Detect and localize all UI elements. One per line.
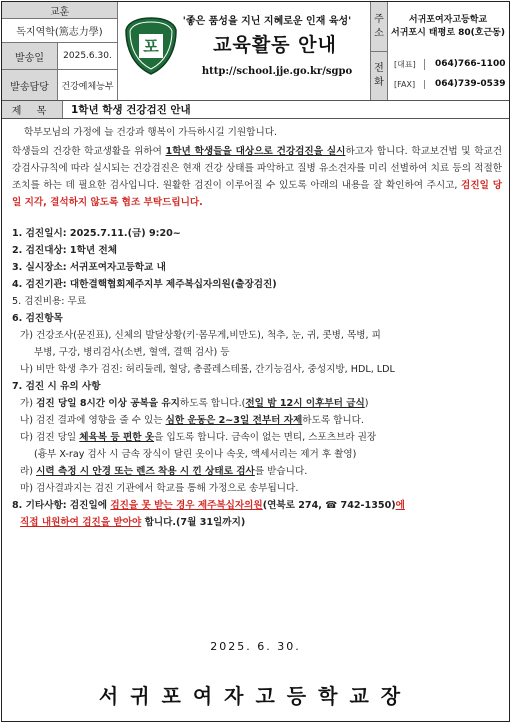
item-6-b: 나) 비만 학생 추가 검진: 허리둘레, 혈당, 총콜레스테롤, 간기능검사, 중성지방, HDL, LDL [20,364,395,375]
motto-label: 교훈 [2,2,118,19]
send-date-label: 발송일 [2,43,58,70]
subject-row [2,100,509,119]
item-2: 2. 검진대상: 1학년 전체 [12,245,117,256]
item-7-e: 마) 검사결과지는 검진 기관에서 학교를 통해 가정으로 송부됩니다. [20,483,299,494]
item-7-c-note: (흉부 X-ray 검사 시 금속 장식이 달린 옷이나 속옷, 액세서리는 제거 후 촬영) [34,449,357,460]
school-motto: '좋은 품성을 지닌 지혜로운 인재 육성' [182,16,352,27]
item-list [12,225,502,531]
issue-date: 2025. 6. 30. [210,640,301,653]
item-1: 1. 검진일시: 2025.7.11.(금) 9:20~ [12,228,181,239]
item-7-c: 다) 검진 당일 체육복 등 편한 옷을 입도록 합니다. 금속이 없는 면티, 스포츠브라 권장 [20,432,377,443]
send-date-value: 2025.6.30. [58,43,118,70]
fax-tag: [FAX] [388,80,425,89]
greeting: 학부모님의 가정에 늘 건강과 행복이 가득하시길 기원합니다. [24,127,278,138]
tel-number: 064)766-1100 [435,59,506,69]
item-6-a: 가) 건강조사(문진표), 신체의 발달상황(키·몸무게,비만도), 척추, 눈, 귀, 콧병, 목병, 피 [20,330,381,341]
tel-tag: [대표] [388,59,425,70]
phone-label: 전화 [370,52,388,100]
item-3: 3. 실시장소: 서귀포여자고등학교 내 [12,262,166,273]
notice-page [1,1,510,722]
address-label: 주소 [370,2,388,52]
item-5: 5. 검진비용: 무료 [12,296,87,307]
address-line-1: 서귀포여자고등학교 [408,15,488,25]
item-6: 6. 검진항목 [12,313,63,324]
header [2,2,509,100]
item-7: 7. 검진 시 유의 사항 [12,381,101,392]
svg-text:포: 포 [143,37,159,56]
notice-title: 교육활동 안내 [213,34,337,56]
item-8-cont: 직접 내원하여 검진을 받아야 합니다.(7월 31일까지) [20,517,246,528]
item-6-a-cont: 부병, 구강, 병리검사(소변, 혈액, 결핵 검사) 등 [34,347,230,358]
fax-number: 064)739-0539 [435,79,506,89]
item-7-d: 라) 시력 측정 시 안경 또는 렌즈 착용 시 낀 상태로 검사를 받습니다. [20,466,308,477]
subject-text: 1학년 학생 건강검진 안내 [71,104,191,116]
school-url-link[interactable]: http://school.jje.go.kr/sgpo [201,66,353,77]
intro-paragraph: 학생들의 건강한 학교생활을 위하여 1학년 학생들을 대상으로 건강검진을 실시하고자 합니다. 학교보건법 및 학교건강검사규칙에 따라 실시되는 건강검진은 현재 건강 상태를 파악하고 질병 유소견자를 미리 선별하여 치료 등의 적절한 조치를 하는 데 필요한 검사입니다. 원활한 검진이 이루어질 수 있도록 아래의 내용을 잘 확인하여 주시고, 검진일 당일 지각, 결석하지 않도록 협조 부탁드립니다. [12,146,503,208]
sender-label: 발송담당 [2,70,58,100]
motto-value: 독지역학(篤志力學) [2,19,118,43]
item-8: 8. 기타사항: 검진일에 검진을 못 받는 경우 제주복십자의원(연북로 274, ☎ 742-1350)에 [12,500,405,511]
item-4: 4. 검진기관: 대한결핵협회제주지부 제주복십자의원(출장검진) [12,279,277,290]
subject-label: 제 목 [2,101,63,118]
item-7-a: 가) 검진 당일 8시간 이상 공복을 유지하도록 합니다.(전일 밤 12시 이후부터 금식) [20,398,369,409]
address-block [388,4,508,50]
phone-block [388,54,508,98]
sender-value: 건강예체능부 [58,70,118,100]
address-line-2: 서귀포시 태평로 80(호근동) [391,28,505,38]
school-name-signature: 서귀포여자고등학교장 [98,684,413,708]
item-7-b: 나) 검진 결과에 영향을 줄 수 있는 심한 운동은 2~3일 전부터 자제하도록 합니다. [20,415,364,426]
notice-body [12,124,502,531]
